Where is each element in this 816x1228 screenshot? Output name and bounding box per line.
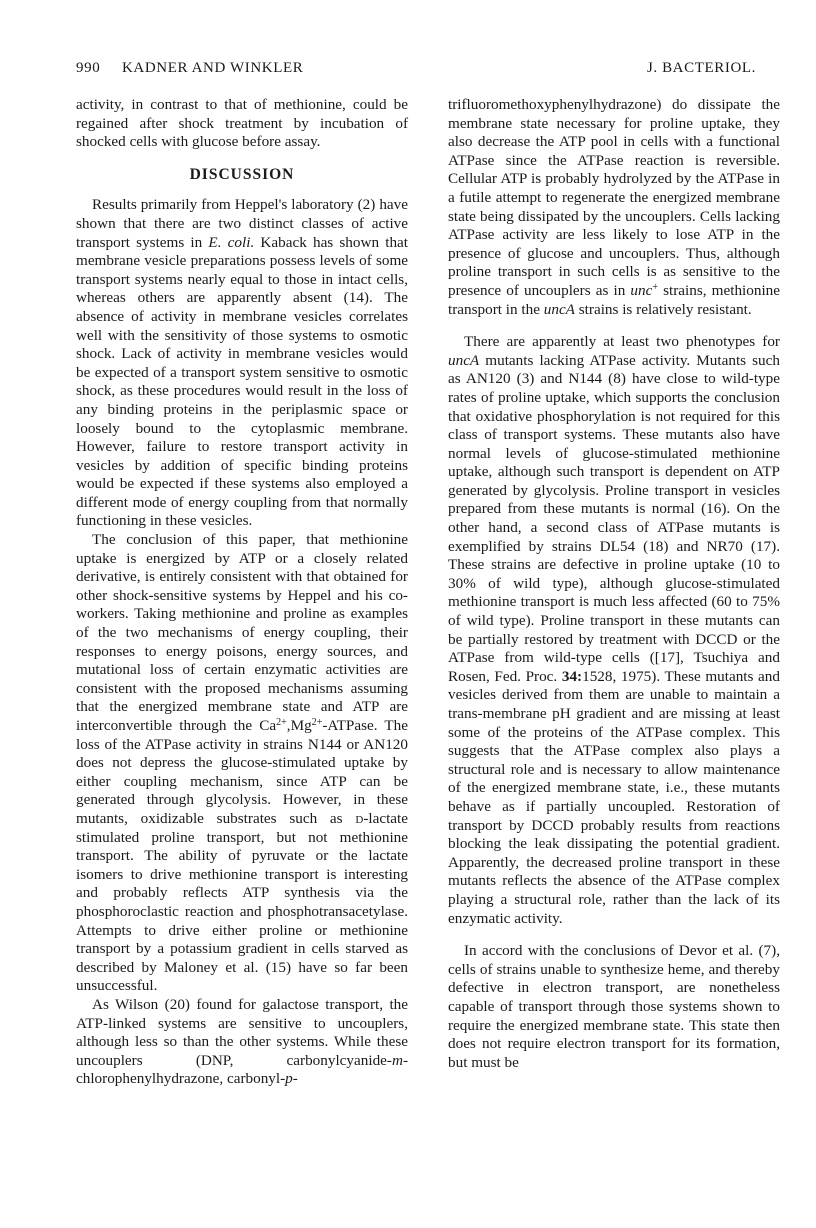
left-column [76,96,408,1089]
paragraph-continued: activity, in contrast to that of methionine, could be regained after shock treatment by incubation of shocked cells with glucose before assay. [76,96,408,151]
paragraph: There are apparently at least two phenotypes for uncA mutants lacking ATPase activity. Mutants such as AN120 (3) and N144 (8) have close to wild-type rates of proline uptake, which supports the conclusion that oxidative phosphorylation is not required for this class of transport systems. These mutants also have normal levels of glucose-stimulated methionine uptake, although such transport is dependent on ATP generated by glycolysis. Proline transport in vesicles prepared from these mutants is normal (16). On the other hand, a second class of ATPase mutants is exemplified by strains DL54 (18) and NR70 (17). These strains are defective in proline uptake (10 to 30% of wild type), although glucose-stimulated methionine transport is much less affected (60 to 75% of wild type). Proline transport in these mutants can be partially restored by treatment with DCCD or the ATPase from wild-type cells ([17], Tsuchiya and Rosen, Fed. Proc. 34:1528, 1975). These mutants and vesicles derived from them are unable to maintain a trans-membrane pH gradient and are missing at least some of the proteins of the ATPase complex. This suggests that the ATPase complex also plays a structural role and is necessary to allow maintenance of the energized membrane state, i.e., these mutants behave as if partially uncoupled. Restoration of transport by DCCD probably results from reactions blocking the leak dissipating the potential gradient. Apparently, the decreased proline transport in these mutants reflects the absence of the ATPase complex playing a structural role, rather than the lack of its enzymatic activity. [448,333,780,927]
journal-name: J. BACTERIOL. [646,60,756,76]
page-number: 990 [76,60,101,76]
paragraph: The conclusion of this paper, that methionine uptake is energized by ATP or a closely related derivative, is entirely consistent with that obtained for other shock-sensitive systems by Heppel and his co-workers. Taking methionine and proline as examples of the two mechanisms of energy coupling, their responses to energy poisons, energy sources, and mutational loss of certain enzymatic activities are consistent with the proposed mechanisms assuming that the energized membrane state and ATP are interconvertible through the $Ca^{2+},Mg^{2+}$-ATPase. The loss of the ATPase activity in strains N144 or AN120 does not depress the glucose-stimulated uptake by either coupling mechanism, since ATP can be generated through glycolysis. However, in these mutants, oxidizable substrates such as d-lactate stimulated proline transport, but not methionine transport. The ability of pyruvate or the lactate isomers to drive methionine transport is interesting and probably reflects ATP synthesis via the phosphoroclastic reaction and phosphotransacetylase. Attempts to drive either proline or methionine transport by a potassium gradient in cells starved as described by Maloney et al. (15) have so far been unsuccessful. [76,531,409,995]
paragraph: As Wilson (20) found for galactose transport, the ATP-linked systems are sensitive to uncouplers, although less so than the other systems. While these uncouplers (DNP, carbonylcyanide-m-chlorophenylhydrazone, carbonyl-p- [76,995,408,1088]
right-column [448,96,780,1072]
paragraph: Results primarily from Heppel's laboratory (2) have shown that there are two distinct classes of active transport systems in E. coli. Kaback has shown that membrane vesicle preparations possess levels of some transport systems nearly equal to those in intact cells, whereas others are apparently absent (14). The absence of activity in membrane vesicles correlates well with the sensitivity of those systems to osmotic shock. Lack of activity in membrane vesicles would be expected of a transport system sensitive to osmotic shock, as these procedures would result in the loss of any binding proteins in the periplasmic space or loosely bound to the cytoplasmic membrane. However, failure to restore transport activity in vesicles by addition of specific binding proteins would be expected if these systems also employed a different mode of energy coupling from that normally functioning in these vesicles. [76,196,408,530]
running-authors: KADNER AND WINKLER [122,60,304,76]
running-header [76,60,756,84]
paragraph: In accord with the conclusions of Devor et al. (7), cells of strains unable to synthesize heme, and thereby defective in electron transport, are nonetheless capable of transport through those systems shown to require the energized membrane state. This state then does not require electron transport for its formation, but must be [448,942,780,1071]
section-heading: DISCUSSION [189,165,295,183]
paragraph-continued: trifluoromethoxyphenylhydrazone) do dissipate the membrane state necessary for proline uptake, they also decrease the ATP pool in cells with a functional ATPase since the ATPase reaction is reversible. Cellular ATP is probably hydrolyzed by the ATPase in a futile attempt to regenerate the energized membrane state being dissipated by the uncouplers. Cells lacking ATPase activity are less likely to lose ATP in the presence of glucose and uncouplers. Thus, although proline transport in such cells is as sensitive to the presence of uncouplers as in unc+ strains, methionine transport in the uncA strains is relatively resistant. [448,96,780,318]
